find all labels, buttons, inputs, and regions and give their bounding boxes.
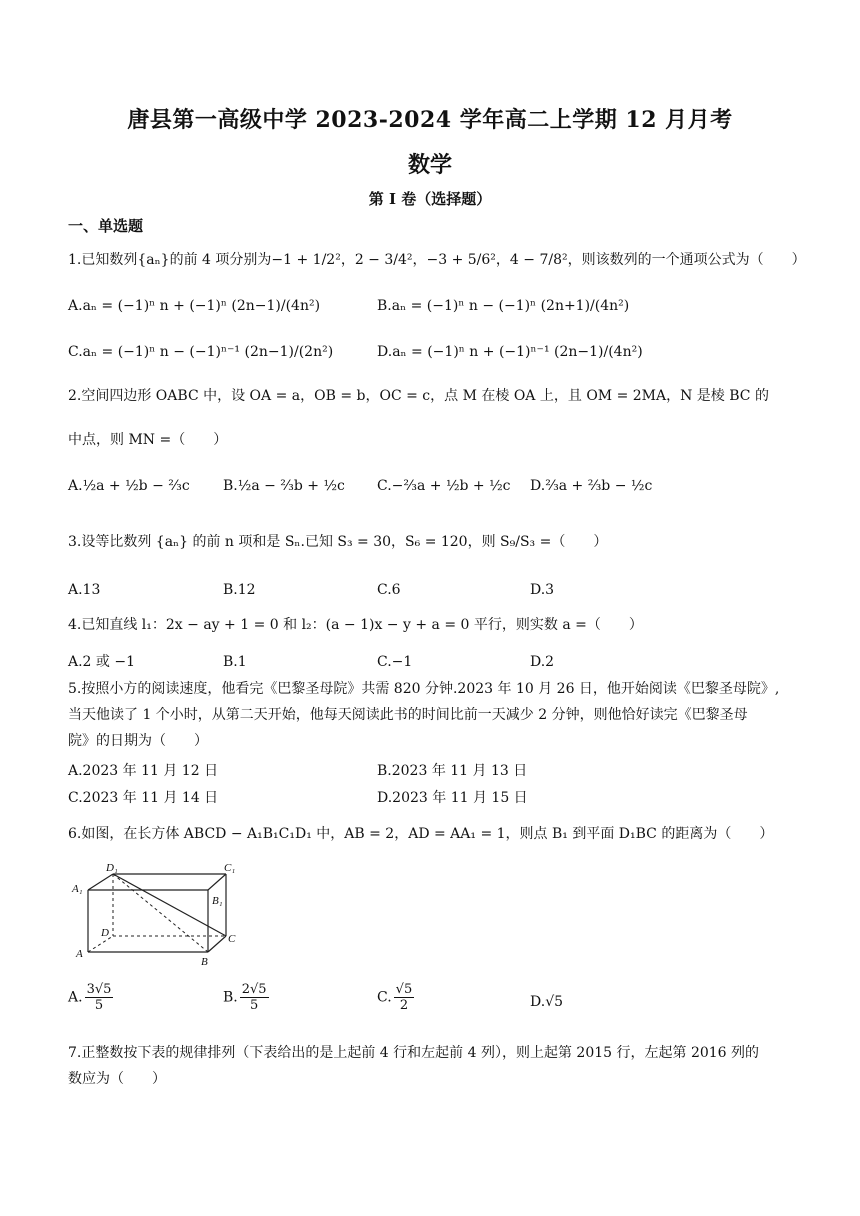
question-5-line-3: 院》的日期为（ ）	[68, 733, 208, 749]
q6-option-c[interactable]: C. $\frac{√5}{2}$	[377, 982, 413, 1013]
q5-option-d[interactable]: D.2023 年 11 月 15 日	[377, 790, 528, 806]
label-b1: B₁	[212, 895, 223, 907]
q3-option-b[interactable]: B.12	[223, 582, 256, 598]
edge-b-c	[208, 936, 226, 952]
q5-option-a[interactable]: A.2023 年 11 月 12 日	[68, 763, 219, 779]
label-b: B	[201, 956, 208, 968]
q5-option-b[interactable]: B.2023 年 11 月 13 日	[377, 763, 528, 779]
q4-option-d[interactable]: D.2	[530, 654, 555, 670]
q2-option-a[interactable]: A.½a + ½b − ⅔c	[68, 478, 190, 494]
q3-option-a[interactable]: A.13	[68, 582, 101, 598]
q3-option-d[interactable]: D.3	[530, 582, 555, 598]
q5-option-c[interactable]: C.2023 年 11 月 14 日	[68, 790, 219, 806]
hidden-segment-d1-b	[113, 874, 208, 952]
label-c: C	[228, 933, 236, 945]
question-5-line-2: 当天他读了 1 个小时，从第二天开始，他每天阅读此书的时间比前一天减少 2 分钟，则他恰好读完《巴黎圣母	[68, 707, 748, 723]
edge-b1-c1	[208, 874, 226, 890]
q4-option-b[interactable]: B.1	[223, 654, 247, 670]
q4-option-c[interactable]: C.−1	[377, 654, 413, 670]
edge-a1-d1	[88, 874, 113, 890]
q3-option-c[interactable]: C.6	[377, 582, 401, 598]
q2-option-b[interactable]: B.½a − ⅔b + ½c	[223, 478, 345, 494]
q1-option-b[interactable]: B.aₙ = (−1)ⁿ n − (−1)ⁿ (2n+1)/(4n²)	[377, 298, 630, 314]
label-a1: A₁	[72, 883, 83, 895]
q2-option-c[interactable]: C.−⅔a + ½b + ½c	[377, 478, 511, 494]
question-2-line-1: 2.空间四边形 OABC 中，设 OA = a，OB = b，OC = c，点 M 在棱 OA 上，且 OM = 2MA，N 是棱 BC 的	[68, 388, 769, 404]
section-heading: 一、单选题	[68, 217, 144, 235]
question-1-stem: 1.已知数列{aₙ}的前 4 项分别为−1 + 1/2²，2 − 3/4²，−3 + 5/6²，4 − 7/8²，则该数列的一个通项公式为（ ）	[68, 252, 806, 268]
label-c1: C₁	[224, 862, 236, 874]
q6-option-b[interactable]: B. $\frac{2√5}{5}$	[223, 982, 267, 1013]
question-2-line-2: 中点，则 MN =（ ）	[68, 432, 228, 448]
cuboid-figure	[68, 860, 248, 970]
question-7-line-2: 数应为（ ）	[68, 1071, 166, 1087]
question-7-line-1: 7.正整数按下表的规律排列（下表给出的是上起前 4 行和左起前 4 列），则上起第 2015 行，左起第 2016 列的	[68, 1045, 760, 1061]
q2-option-d[interactable]: D.⅔a + ⅔b − ½c	[530, 478, 653, 494]
label-d1: D₁	[106, 862, 118, 874]
subject-title: 数学	[407, 152, 452, 178]
q1-term-4: 4 − 7/8²	[509, 252, 568, 268]
question-6-stem: 6.如图，在长方体 ABCD − A₁B₁C₁D₁ 中，AB = 2，AD = AA₁ = 1，则点 B₁ 到平面 D₁BC 的距离为（ ）	[68, 826, 774, 842]
q1-option-a[interactable]: A.aₙ = (−1)ⁿ n + (−1)ⁿ (2n−1)/(4n²)	[68, 298, 321, 314]
question-4-stem: 4.已知直线 l₁：2x − ay + 1 = 0 和 l₂：(a − 1)x − y + a = 0 平行，则实数 a =（ ）	[68, 617, 643, 633]
label-a: A	[76, 948, 83, 960]
segment-d1-c	[113, 874, 226, 936]
question-3-stem: 3.设等比数列 {aₙ} 的前 n 项和是 Sₙ.已知 S₃ = 30，S₆ = 120，则 S₉/S₃ =（ ）	[68, 534, 608, 550]
q6-option-a[interactable]: A. $\frac{3√5}{5}$	[68, 982, 112, 1013]
label-d: D	[101, 927, 109, 939]
q4-option-a[interactable]: A.2 或 −1	[68, 654, 136, 670]
q1-term-2: 2 − 3/4²	[354, 252, 413, 268]
exam-title: 唐县第一高级中学 2023-2024 学年高二上学期 12 月月考	[127, 107, 733, 133]
question-5-line-1: 5.按照小方的阅读速度，他看完《巴黎圣母院》共需 820 分钟.2023 年 10 月 26 日，他开始阅读《巴黎圣母院》,	[68, 681, 780, 697]
q6-option-d[interactable]: D.√5	[530, 994, 564, 1010]
q1-option-d[interactable]: D.aₙ = (−1)ⁿ n + (−1)ⁿ⁻¹ (2n−1)/(4n²)	[377, 344, 643, 360]
q1-term-3: −3 + 5/6²	[426, 252, 496, 268]
q1-term-1: −1 + 1/2²	[271, 252, 341, 268]
q1-option-c[interactable]: C.aₙ = (−1)ⁿ n − (−1)ⁿ⁻¹ (2n−1)/(2n²)	[68, 344, 334, 360]
volume-title: 第 I 卷（选择题）	[368, 190, 492, 208]
